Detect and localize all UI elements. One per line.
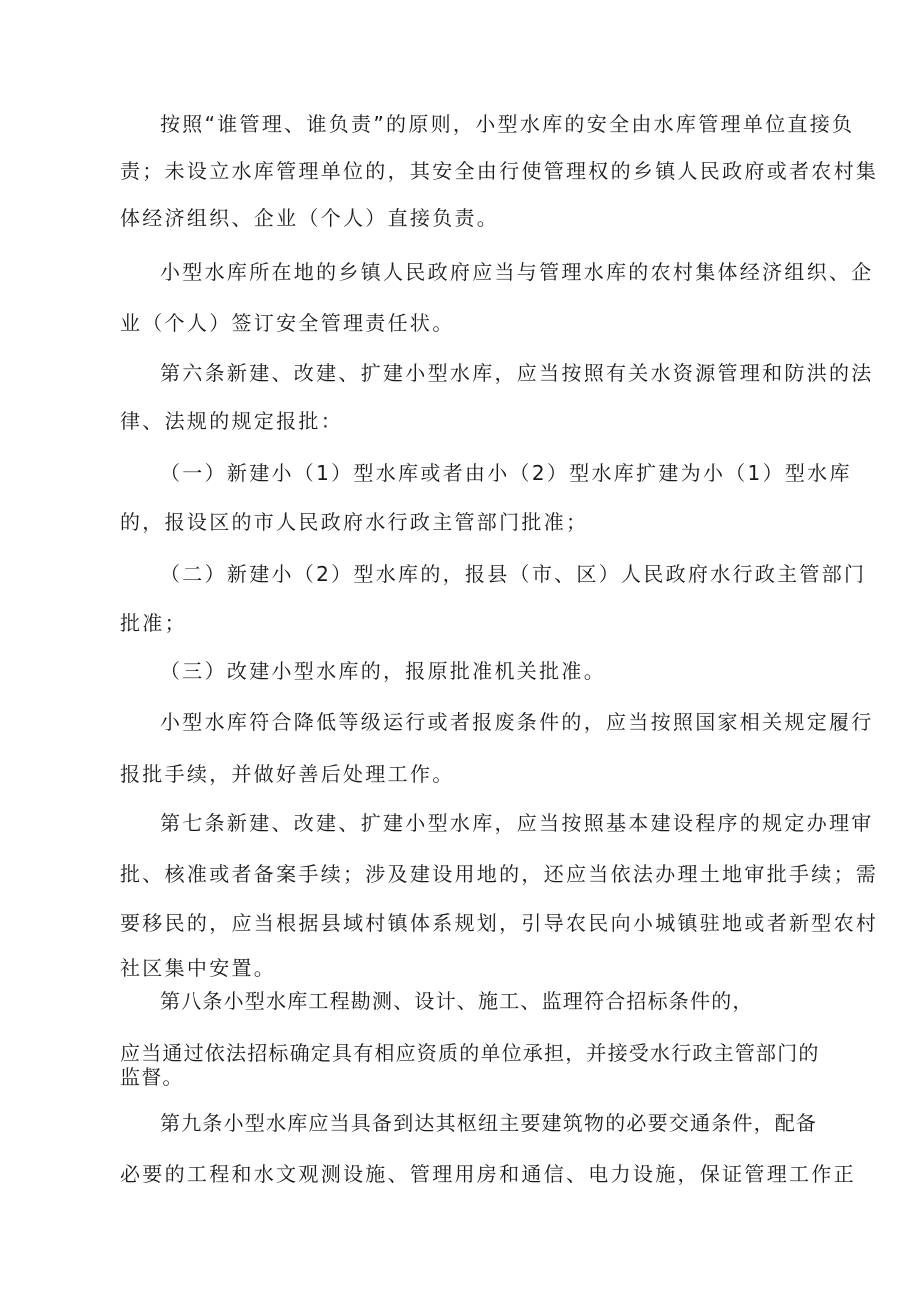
text-line-9: 的，报设区的市人民政府水行政主管部门批准； xyxy=(120,510,589,534)
text-line-2: 责；未设立水库管理单位的，其安全由行使管理权的乡镇人民政府或者农村集 xyxy=(120,159,879,183)
text-line-22: 第九条小型水库应当具备到达其枢纽主要建筑物的必要交通条件，配备 xyxy=(160,1111,818,1135)
text-line-1: 按照“谁管理、谁负责”的原则，小型水库的安全由水库管理单位直接负 xyxy=(160,112,855,136)
text-line-7: 律、法规的规定报批： xyxy=(120,409,343,433)
text-line-19: 第八条小型水库工程勘测、设计、施工、监理符合招标条件的， xyxy=(160,989,754,1013)
text-line-12: （三）改建小型水库的，报原批准机关批准。 xyxy=(160,659,606,683)
text-line-13: 小型水库符合降低等级运行或者报废条件的，应当按照国家相关规定履行 xyxy=(160,710,874,734)
text-line-20: 应当通过依法招标确定具有相应资质的单位承担，并接受水行政主管部门的 xyxy=(120,1041,820,1065)
text-line-16: 批、核准或者备案手续；涉及建设用地的，还应当依法办理土地审批手续；需 xyxy=(120,862,879,886)
text-line-17: 要移民的，应当根据县域村镇体系规划，引导农民向小城镇驻地或者新型农村 xyxy=(120,911,879,935)
text-line-21: 监督。 xyxy=(120,1065,184,1089)
text-line-4: 小型水库所在地的乡镇人民政府应当与管理水库的农村集体经济组织、企 xyxy=(160,260,874,284)
text-line-11: 批准； xyxy=(120,611,187,635)
text-line-5: 业（个人）签订安全管理责任状。 xyxy=(120,311,455,335)
text-line-23: 必要的工程和水文观测设施、管理用房和通信、电力设施，保证管理工作正 xyxy=(120,1162,856,1186)
text-line-10: （二）新建小（2）型水库的，报县（市、区）人民政府水行政主管部门 xyxy=(160,562,867,586)
text-line-15: 第七条新建、改建、扩建小型水库，应当按照基本建设程序的规定办理审 xyxy=(160,811,874,835)
text-line-6: 第六条新建、改建、扩建小型水库，应当按照有关水资源管理和防洪的法 xyxy=(160,361,874,385)
text-line-8: （一）新建小（1）型水库或者由小（2）型水库扩建为小（1）型水库 xyxy=(160,461,852,485)
text-line-3: 体经济组织、企业（个人）直接负责。 xyxy=(120,206,500,230)
text-line-18: 社区集中安置。 xyxy=(120,956,277,980)
text-line-14: 报批手续，并做好善后处理工作。 xyxy=(120,762,455,786)
